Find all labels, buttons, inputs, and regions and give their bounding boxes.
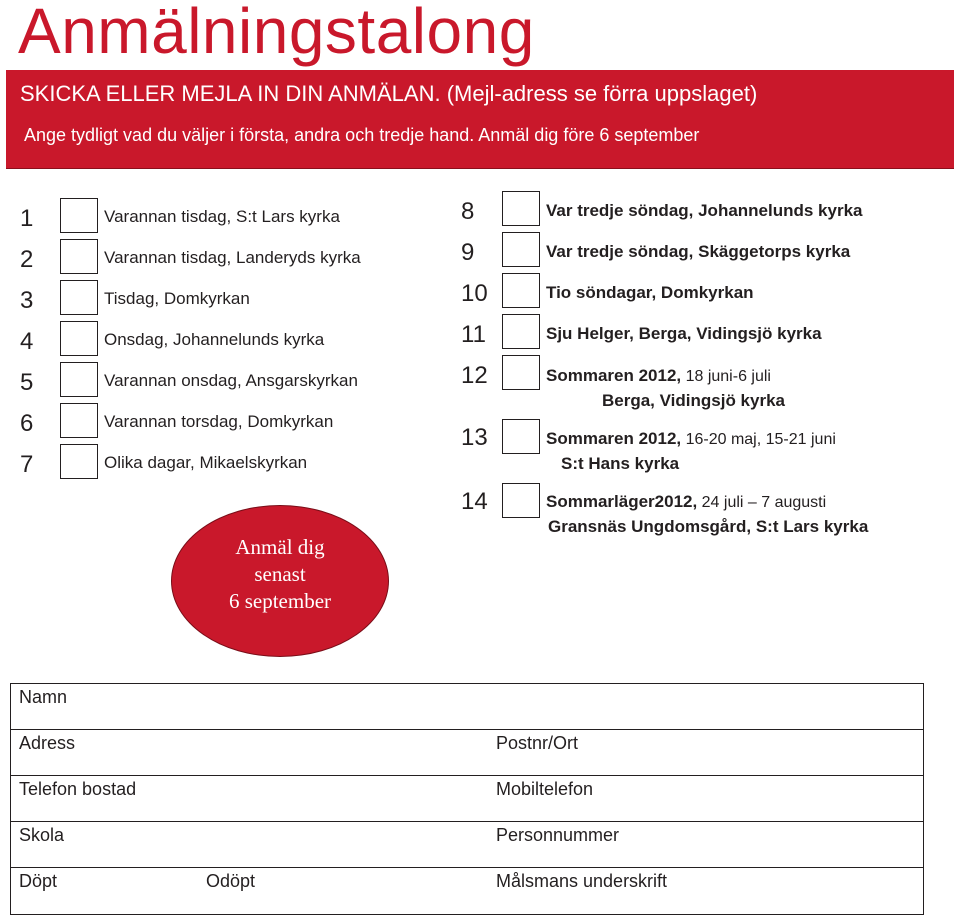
banner-line-1: SKICKA ELLER MEJLA IN DIN ANMÄLAN. (Mejl-adress se förra uppslaget)	[20, 81, 758, 106]
option-number: 3	[20, 287, 34, 314]
option-number: 10	[461, 280, 488, 307]
contact-form	[10, 683, 924, 915]
option-dates-12: 18 juni-6 juli	[681, 368, 771, 385]
option-checkbox-1[interactable]	[60, 198, 98, 233]
option-checkbox-8[interactable]	[502, 191, 540, 226]
option-number: 8	[461, 198, 475, 225]
option-dates-13: 16-20 maj, 15-21 juni	[681, 431, 836, 448]
option-label-9: Var tredje söndag, Skäggetorps kyrka	[546, 242, 851, 261]
mobil-field[interactable]: Mobiltelefon	[496, 779, 594, 799]
option-label-13-title: Sommaren 2012,	[546, 429, 682, 448]
dopt-field[interactable]: Döpt	[19, 871, 58, 891]
option-number: 6	[20, 410, 34, 437]
form-divider	[10, 821, 923, 822]
option-label-7: Olika dagar, Mikaelskyrkan	[104, 453, 308, 472]
option-checkbox-14[interactable]	[502, 483, 540, 518]
option-checkbox-11[interactable]	[502, 314, 540, 349]
option-label-4: Onsdag, Johannelunds kyrka	[104, 330, 325, 349]
option-label-3: Tisdag, Domkyrkan	[104, 289, 250, 308]
option-checkbox-10[interactable]	[502, 273, 540, 308]
option-label-14-title: Sommarläger2012,	[546, 492, 698, 511]
option-label-12	[546, 366, 771, 386]
option-number: 14	[461, 488, 488, 515]
option-checkbox-13[interactable]	[502, 419, 540, 454]
form-divider	[10, 775, 923, 776]
option-checkbox-6[interactable]	[60, 403, 98, 438]
personnummer-field[interactable]: Personnummer	[496, 825, 620, 845]
option-checkbox-3[interactable]	[60, 280, 98, 315]
deadline-line-2: senast	[254, 562, 306, 586]
option-dates-14: 24 juli – 7 augusti	[697, 494, 827, 511]
deadline-text	[171, 534, 389, 615]
deadline-line-1: Anmäl dig	[235, 535, 325, 559]
signature-field[interactable]: Målsmans underskrift	[496, 871, 668, 891]
option-label-14	[546, 492, 826, 512]
option-checkbox-5[interactable]	[60, 362, 98, 397]
option-number: 7	[20, 451, 34, 478]
option-checkbox-7[interactable]	[60, 444, 98, 479]
option-label-1: Varannan tisdag, S:t Lars kyrka	[104, 207, 340, 226]
option-checkbox-2[interactable]	[60, 239, 98, 274]
option-label-12-title: Sommaren 2012,	[546, 366, 682, 385]
option-label-2: Varannan tisdag, Landeryds kyrka	[104, 248, 361, 267]
option-label-6: Varannan torsdag, Domkyrkan	[104, 412, 334, 431]
option-number: 1	[20, 205, 34, 232]
banner-line-2: Ange tydligt vad du väljer i första, andra och tredje hand. Anmäl dig före 6 september	[24, 125, 700, 145]
option-number: 9	[461, 239, 475, 266]
postnr-field[interactable]: Postnr/Ort	[496, 733, 579, 753]
option-sub-12: Berga, Vidingsjö kyrka	[602, 391, 785, 410]
option-label-8: Var tredje söndag, Johannelunds kyrka	[546, 201, 863, 220]
option-number: 4	[20, 328, 34, 355]
option-label-11: Sju Helger, Berga, Vidingsjö kyrka	[546, 324, 822, 343]
skola-field[interactable]: Skola	[19, 825, 65, 845]
option-label-13	[546, 429, 836, 449]
telefon-field[interactable]: Telefon bostad	[19, 779, 137, 799]
option-checkbox-4[interactable]	[60, 321, 98, 356]
form-divider	[10, 867, 923, 868]
option-sub-14: Gransnäs Ungdomsgård, S:t Lars kyrka	[548, 517, 869, 536]
namn-field[interactable]: Namn	[19, 687, 68, 707]
option-checkbox-9[interactable]	[502, 232, 540, 267]
form-divider	[10, 729, 923, 730]
option-number: 13	[461, 424, 488, 451]
odopt-field[interactable]: Odöpt	[206, 871, 256, 891]
adress-field[interactable]: Adress	[19, 733, 76, 753]
option-label-5: Varannan onsdag, Ansgarskyrkan	[104, 371, 358, 390]
option-number: 5	[20, 369, 34, 396]
deadline-line-3: 6 september	[228, 589, 332, 613]
option-number: 12	[461, 362, 488, 389]
page-title: Anmälningstalong	[18, 0, 535, 67]
option-checkbox-12[interactable]	[502, 355, 540, 390]
option-label-10: Tio söndagar, Domkyrkan	[546, 283, 754, 302]
option-number: 2	[20, 246, 34, 273]
option-sub-13: S:t Hans kyrka	[561, 454, 680, 473]
option-number: 11	[461, 321, 486, 348]
